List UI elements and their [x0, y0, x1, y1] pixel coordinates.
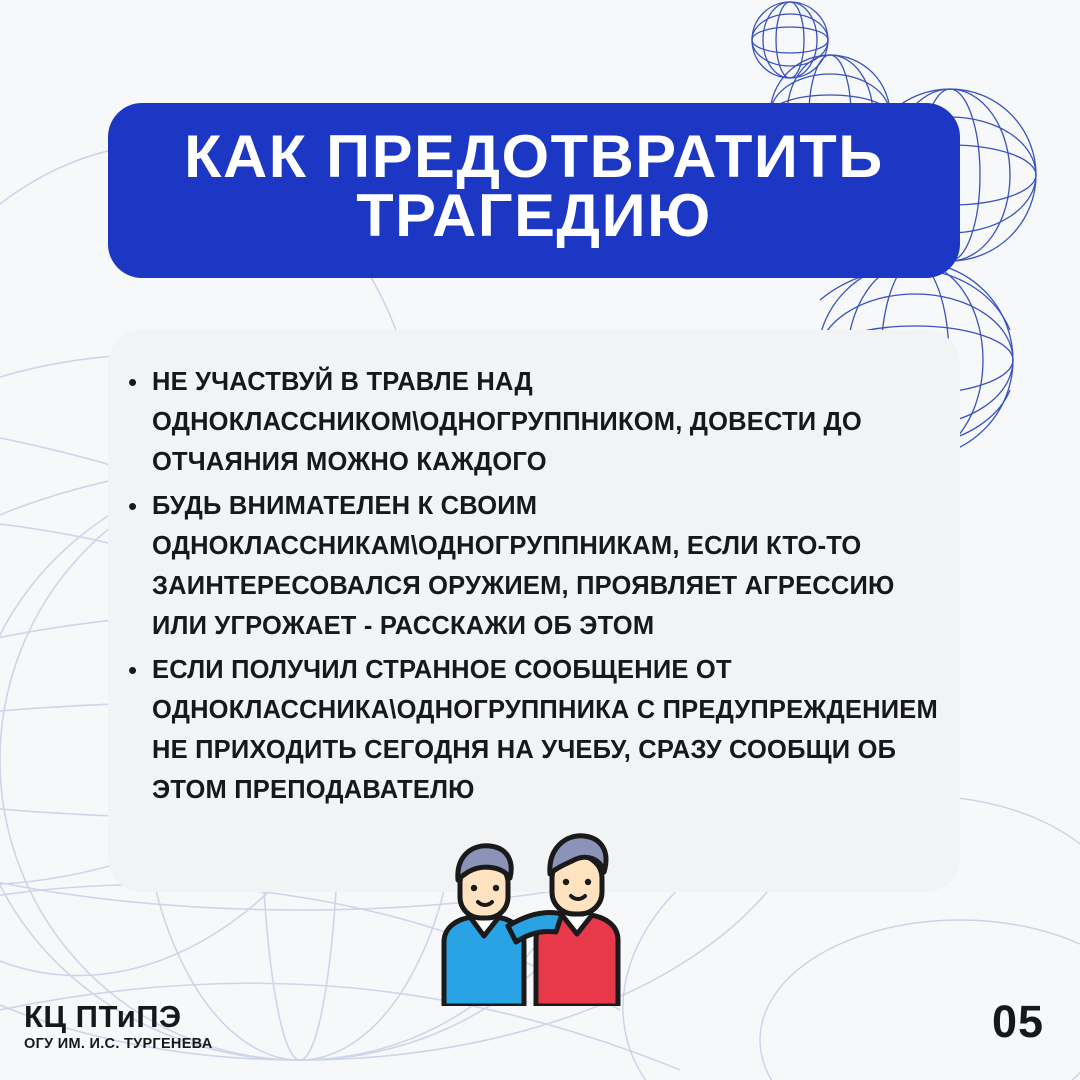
brand-name: КЦ ПТиПЭ	[24, 999, 182, 1035]
title-card	[108, 103, 960, 278]
list-item	[128, 486, 956, 646]
page-number: 05	[991, 996, 1044, 1047]
list-item-text: НЕ УЧАСТВУЙ В ТРАВЛЕ НАД ОДНОКЛАССНИКОМ\ОДНОГРУППНИКОМ, ДОВЕСТИ ДО ОТЧАЯНИЯ МОЖНО КАЖДОГО	[152, 368, 862, 476]
brand-block	[24, 1001, 213, 1052]
list-item	[128, 650, 956, 810]
brand-subtitle: ОГУ ИМ. И.С. ТУРГЕНЕВА	[24, 1036, 213, 1052]
bullet-icon: •	[128, 655, 138, 685]
list-item	[128, 362, 956, 482]
recommendations-list	[128, 362, 956, 814]
page-title: КАК ПРЕДОТВРАТИТЬ ТРАГЕДИЮ	[184, 122, 884, 249]
list-item-text: ЕСЛИ ПОЛУЧИЛ СТРАННОЕ СООБЩЕНИЕ ОТ ОДНОКЛАССНИКА\ОДНОГРУППНИКА С ПРЕДУПРЕЖДЕНИЕМ НЕ ПРИХОДИТЬ СЕГОДНЯ НА УЧЕБУ, СРАЗУ СООБЩИ ОБ ЭТОМ ПРЕПОДАВАТЕЛЮ	[152, 656, 938, 804]
two-friends-icon	[404, 818, 654, 1006]
bullet-icon: •	[128, 491, 138, 521]
bullet-icon: •	[128, 367, 138, 397]
list-item-text: БУДЬ ВНИМАТЕЛЕН К СВОИМ ОДНОКЛАССНИКАМ\ОДНОГРУППНИКАМ, ЕСЛИ КТО-ТО ЗАИНТЕРЕСОВАЛСЯ ОРУЖИЕМ, ПРОЯВЛЯЕТ АГРЕССИЮ ИЛИ УГРОЖАЕТ - РАССКАЖИ ОБ ЭТОМ	[152, 492, 895, 640]
